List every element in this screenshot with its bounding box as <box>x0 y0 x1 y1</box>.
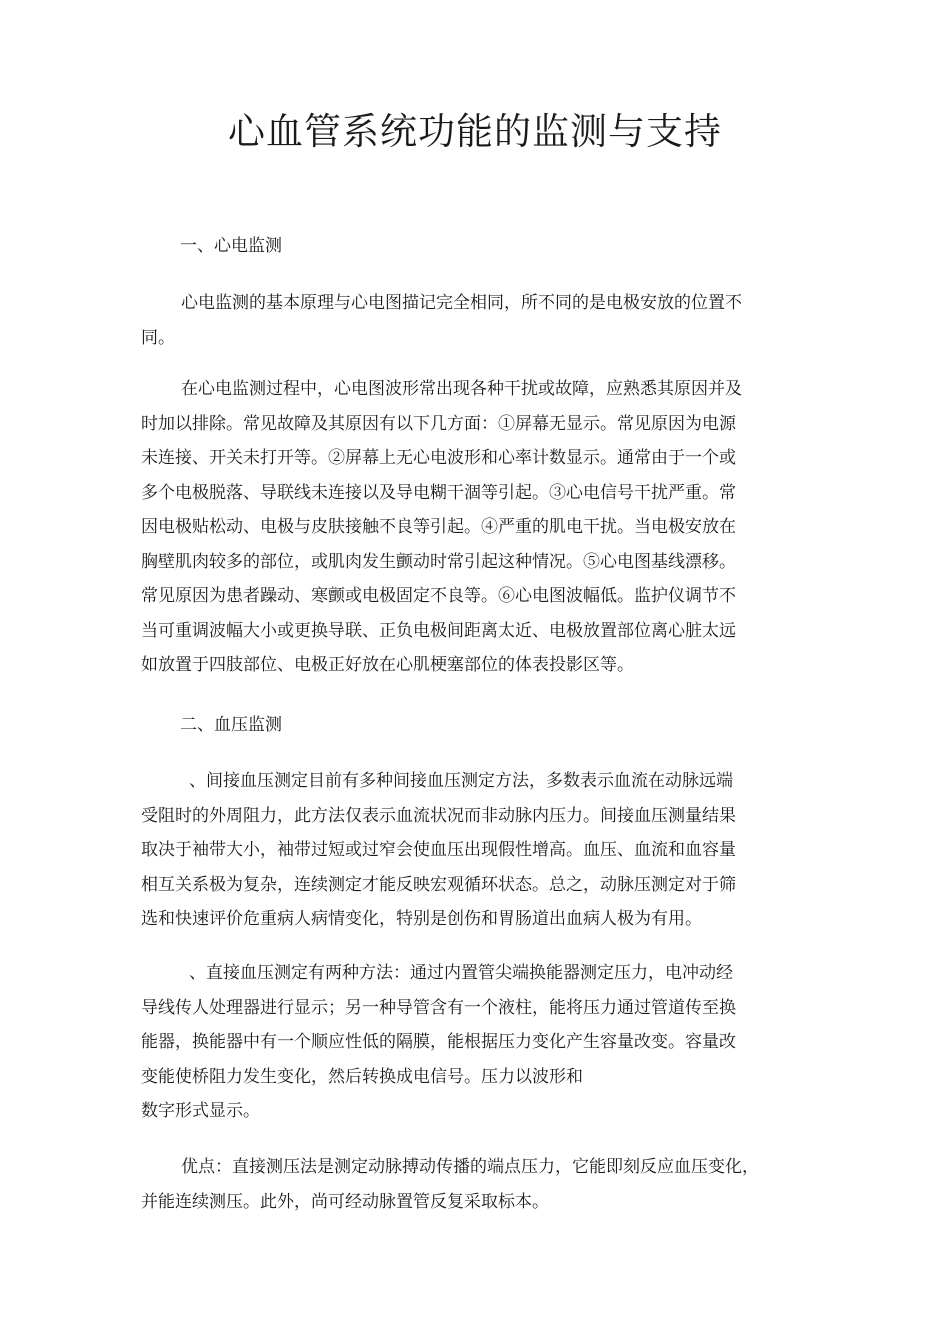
paragraph-line: 、直接血压测定有两种方法：通过内置管尖端换能器测定压力，电冲动经 <box>189 963 733 983</box>
paragraph-line: 胸壁肌肉较多的部位，或肌肉发生颤动时常引起这种情况。⑤心电图基线漂移。 <box>141 551 736 572</box>
paragraph-line: 并能连续测压。此外，尚可经动脉置管反复采取标本。 <box>141 1191 549 1212</box>
section-heading-blood-pressure: 二、血压监测 <box>180 715 282 735</box>
section-heading-ecg: 一、心电监测 <box>180 236 282 256</box>
paragraph-line: 变能使桥阻力发生变化，然后转换成电信号。压力以波形和 <box>141 1066 583 1087</box>
document-title: 心血管系统功能的监测与支持 <box>228 110 722 153</box>
paragraph-line: 数字形式显示。 <box>141 1101 260 1121</box>
paragraph-line: 因电极贴松动、电极与皮肤接触不良等引起。④严重的肌电干扰。当电极安放在 <box>141 517 736 537</box>
paragraph-line: 受阻时的外周阻力，此方法仅表示血流状况而非动脉内压力。间接血压测量结果 <box>141 805 736 826</box>
paragraph-line: 相互关系极为复杂，连续测定才能反映宏观循环状态。总之，动脉压测定对于筛 <box>141 874 736 895</box>
paragraph-line: 当可重调波幅大小或更换导联、正负电极间距离太近、电极放置部位离心脏太远 <box>141 620 736 641</box>
paragraph-line: 多个电极脱落、导联线未连接以及导电糊干涸等引起。③心电信号干扰严重。常 <box>141 482 736 503</box>
paragraph-line: 优点：直接测压法是测定动脉搏动传播的端点压力，它能即刻反应血压变化， <box>181 1157 759 1177</box>
paragraph-line: 未连接、开关未打开等。②屏幕上无心电波形和心率计数显示。通常由于一个或 <box>141 448 736 468</box>
paragraph-line: 在心电监测过程中，心电图波形常出现各种干扰或故障，应熟悉其原因并及 <box>181 379 742 399</box>
paragraph-line: 能器，换能器中有一个顺应性低的隔膜，能根据压力变化产生容量改变。容量改 <box>141 1032 736 1052</box>
paragraph-ecg-principle <box>141 286 821 355</box>
paragraph-advantages <box>141 1150 821 1219</box>
paragraph-ecg-faults <box>141 372 821 683</box>
paragraph-line: 取决于袖带大小，袖带过短或过窄会使血压出现假性增高。血压、血流和血容量 <box>141 840 736 860</box>
paragraph-direct-bp <box>141 956 821 1129</box>
paragraph-line: 时加以排除。常见故障及其原因有以下几方面：①屏幕无显示。常见原因为电源 <box>141 413 736 434</box>
paragraph-line: 、间接血压测定目前有多种间接血压测定方法，多数表示血流在动脉远端 <box>189 771 733 791</box>
paragraph-line: 心电监测的基本原理与心电图描记完全相同，所不同的是电极安放的位置不 <box>181 293 742 313</box>
paragraph-line: 常见原因为患者躁动、寒颤或电极固定不良等。⑥心电图波幅低。监护仪调节不 <box>141 586 736 606</box>
paragraph-line: 选和快速评价危重病人病情变化，特别是创伤和胃肠道出血病人极为有用。 <box>141 909 702 929</box>
paragraph-line: 导线传人处理器进行显示；另一种导管含有一个液柱，能将压力通过管道传至换 <box>141 997 736 1018</box>
paragraph-line: 如放置于四肢部位、电极正好放在心肌梗塞部位的体表投影区等。 <box>141 655 634 675</box>
paragraph-line: 同。 <box>141 327 175 348</box>
paragraph-indirect-bp <box>141 764 821 937</box>
